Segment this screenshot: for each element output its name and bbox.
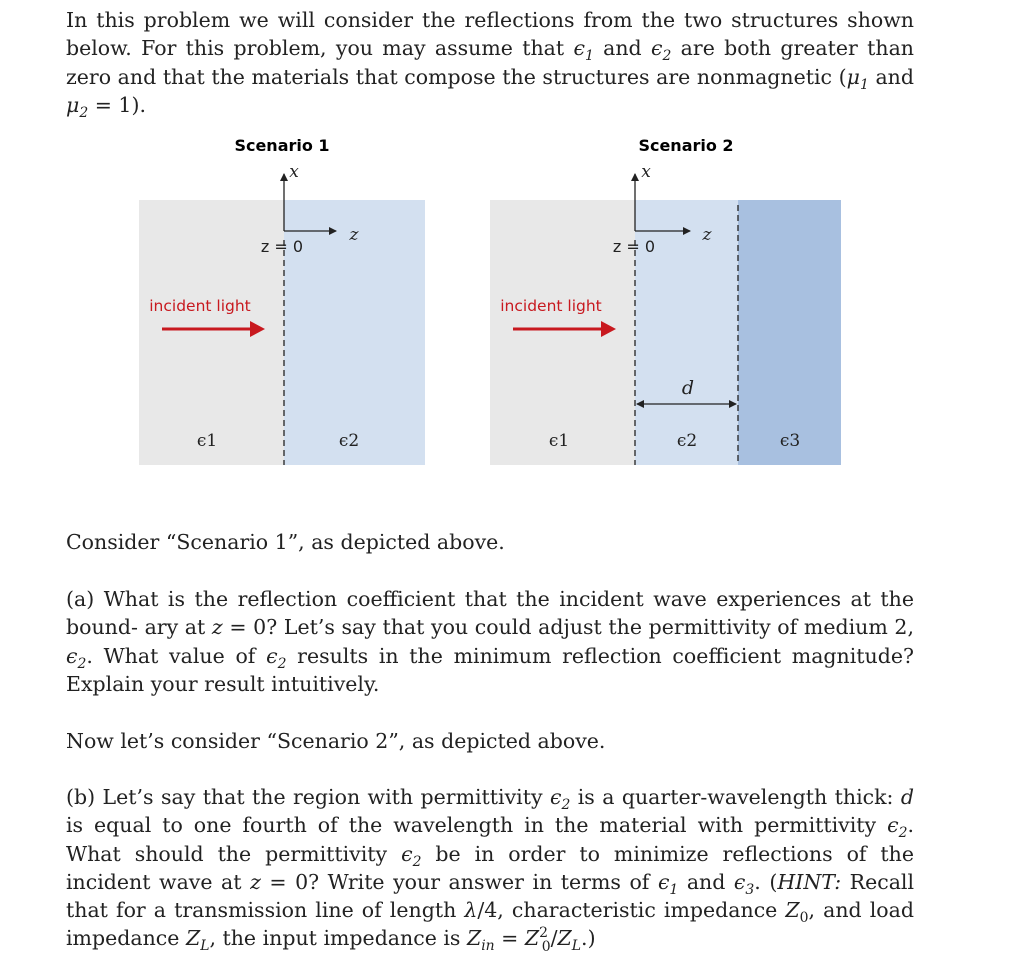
intro-line-1: In this problem we will consider the reflections from the two structures shown below. — [66, 8, 914, 61]
z0-symbol: $Z_0$ — [785, 898, 809, 927]
part-a-line-1: (a) What is the reflection coefficient that the incident wave experiences at the bound- — [66, 587, 914, 640]
eps2-symbol: $\epsilon_2$ — [401, 841, 422, 870]
eps1-symbol: $\epsilon_1$ — [657, 869, 679, 898]
part-b-line-5-c: , and load impedance — [66, 898, 914, 951]
eps1-label: ϵ1 — [196, 431, 218, 451]
eps2-symbol: $\epsilon_2$ — [549, 785, 571, 814]
incident-light-label: incident light — [149, 297, 251, 315]
part-b-line-4-d: Recall that for a transmission — [66, 869, 915, 923]
incident-light-label: incident light — [500, 297, 602, 315]
part-b-line-5-b: /4, characteristic impedance — [477, 898, 786, 923]
eps2-label: ϵ2 — [676, 431, 698, 451]
z-symbol: z — [250, 869, 261, 894]
part-b-line-1-b: is a quarter-wavelength thick: — [570, 785, 901, 809]
eps2-label: ϵ2 — [338, 431, 360, 451]
part-b-line-5-d: , the input — [209, 926, 317, 951]
z0-squared-symbol: $Z^2_0$ — [524, 925, 551, 955]
hint-label: HINT: — [777, 869, 842, 894]
origin-label: z = 0 — [612, 237, 656, 256]
zl-symbol: $Z_L$ — [557, 926, 582, 955]
x-axis-label: x — [289, 162, 299, 182]
part-b-line-4-b: and — [678, 869, 734, 894]
part-b-line-6-c: / — [550, 926, 558, 951]
part-b-line-4-c: . ( — [754, 869, 778, 894]
z-axis-label: z — [702, 225, 712, 245]
intro-line-2-c: are both greater than zero and that — [66, 36, 914, 89]
intro-line-3-b: and — [868, 64, 914, 89]
part-b-line-4-a: = 0? Write your answer in terms of — [260, 869, 658, 894]
origin-label: z = 0 — [260, 237, 304, 256]
mu1-symbol: $\mu_1$ — [846, 64, 869, 93]
part-a-question — [66, 585, 914, 698]
intro-line-3-a: the materials that compose the structures are nonmagnetic ( — [211, 64, 847, 89]
eps2-symbol: $\epsilon_2$ — [66, 643, 87, 672]
eps2-symbol: $\epsilon_2$ — [651, 36, 672, 65]
part-b-line-6-b: = — [494, 926, 525, 951]
part-b-line-6-a: impedance is — [323, 926, 467, 951]
part-b-question — [66, 783, 914, 953]
z-axis-label: z — [349, 225, 359, 245]
part-a-line-2-b: = 0? Let’s say that you could adjust the permittivity of medium 2, — [222, 615, 914, 640]
d-symbol: d — [900, 785, 914, 809]
z-symbol: z — [211, 615, 223, 640]
part-a-line-4: result intuitively. — [204, 671, 380, 696]
scenario-1-diagram — [139, 136, 425, 465]
eps2-symbol: $\epsilon_2$ — [266, 643, 287, 672]
zin-symbol: $Z_{in}$ — [466, 926, 495, 955]
scenario-1-title: Scenario 1 — [234, 136, 330, 155]
intro-line-2-b: and — [593, 36, 651, 61]
scenario-1-intro: Consider “Scenario 1”, as depicted above. — [66, 530, 505, 554]
eps3-label: ϵ3 — [779, 431, 801, 451]
mu2-symbol: $\mu_2$ — [66, 92, 89, 121]
part-b-line-3-a: should the permittivity — [134, 841, 402, 866]
part-b-line-2-a: is equal to one fourth of the wavelength in the material with permittivity — [66, 813, 888, 838]
part-a-line-3-a: value of — [169, 643, 267, 668]
zl-symbol: $Z_L$ — [185, 926, 210, 955]
scenario-2-intro: Now let’s consider “Scenario 2”, as depicted above. — [66, 729, 606, 753]
lambda-symbol: λ — [464, 898, 478, 923]
thickness-label: d — [681, 377, 695, 399]
part-b-line-6-d: .) — [581, 926, 596, 951]
intro-line-3-c: = 1). — [88, 92, 146, 117]
medium-3-region — [738, 200, 841, 465]
part-b-line-3-b: be in order to minimize reflections of the incident wave at — [66, 841, 915, 894]
scenario-2-diagram — [490, 136, 841, 465]
part-a-line-3-b: results in the minimum reflection coefficient magnitude? Explain your — [66, 643, 914, 696]
eps3-symbol: $\epsilon_3$ — [733, 869, 755, 898]
eps1-symbol: $\epsilon_1$ — [573, 36, 594, 65]
part-a-line-2-a: ary at — [144, 615, 212, 640]
intro-line-2-a: For this problem, you may assume that — [141, 36, 574, 61]
eps1-label: ϵ1 — [548, 431, 570, 451]
scenario-2-title: Scenario 2 — [638, 136, 734, 155]
eps2-symbol: $\epsilon_2$ — [887, 813, 908, 842]
part-b-line-1-a: (b) Let’s say that the region with permittivity — [66, 785, 550, 809]
part-b-line-2-b: . What — [66, 813, 914, 866]
part-b-line-5-a: line of length — [315, 898, 465, 923]
x-axis-label: x — [641, 162, 651, 182]
part-a-line-2-c: . What — [86, 643, 159, 668]
